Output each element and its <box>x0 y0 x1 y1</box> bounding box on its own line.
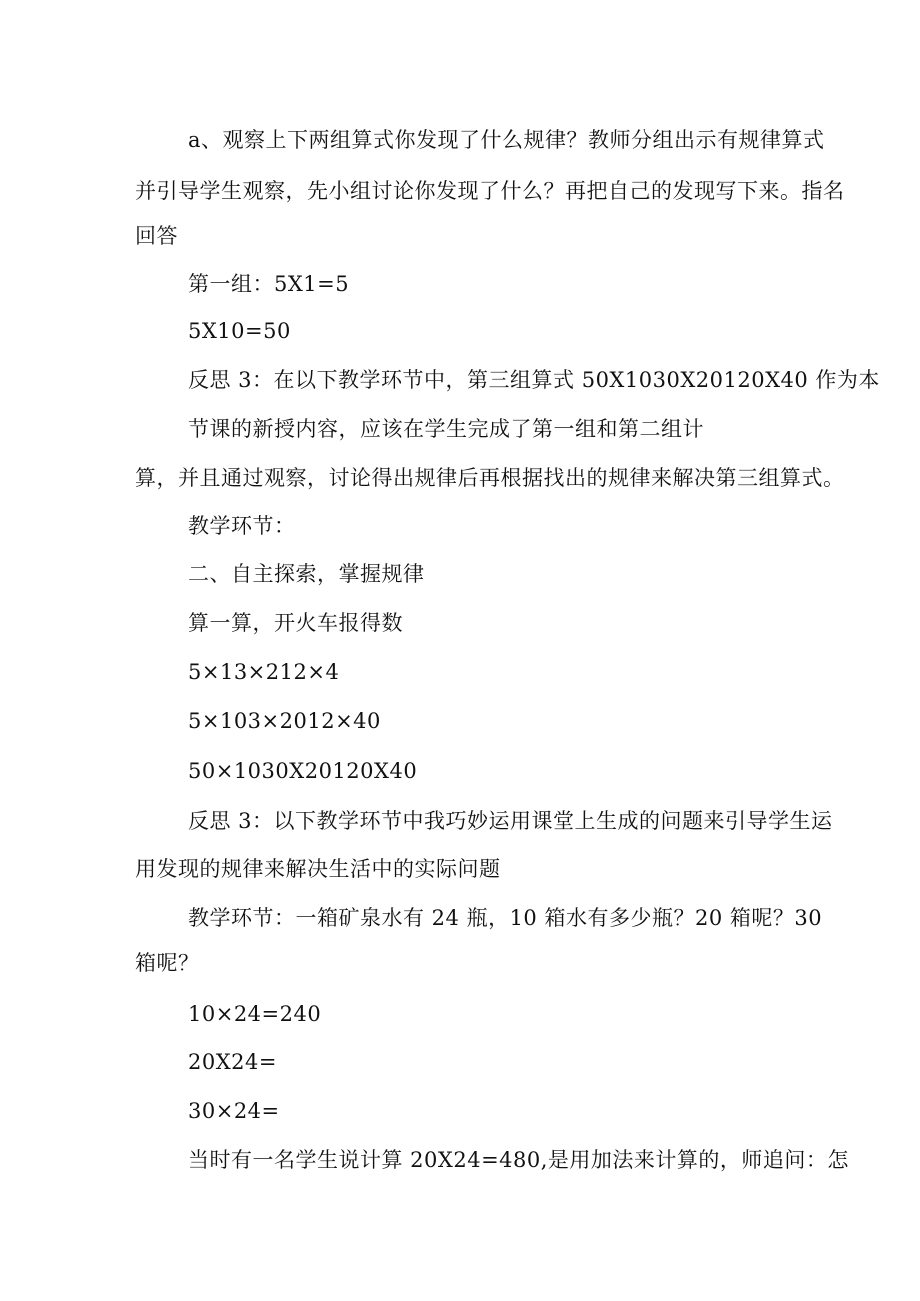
paragraph-line: 5×13×212×4 <box>188 660 340 684</box>
paragraph-line: 教学环节： <box>188 514 296 538</box>
paragraph-line: 反思 3：在以下教学环节中，第三组算式 50X1030X20120X40 作为本 <box>188 368 880 392</box>
paragraph-line: 教学环节：一箱矿泉水有 24 瓶，10 箱水有多少瓶？20 箱呢？30 <box>188 906 823 930</box>
paragraph-line: 5X10=50 <box>188 319 291 343</box>
paragraph-line: 箱呢？ <box>135 951 200 975</box>
paragraph-line: 50×1030X20120X40 <box>188 759 418 783</box>
paragraph-line: 反思 3：以下教学环节中我巧妙运用课堂上生成的问题来引导学生运 <box>188 809 833 833</box>
paragraph-line: 30×24= <box>188 1099 280 1123</box>
paragraph-line: 二、自主探索，掌握规律 <box>188 562 425 586</box>
paragraph-line: 节课的新授内容，应该在学生完成了第一组和第二组计 <box>188 417 704 441</box>
paragraph-line: 10×24=240 <box>188 1002 322 1026</box>
paragraph-line: 回答 <box>135 224 178 248</box>
paragraph-line: a、观察上下两组算式你发现了什么规律？教师分组出示有规律算式 <box>188 128 825 152</box>
paragraph-line: 当时有一名学生说计算 20X24=480,是用加法来计算的，师追问：怎 <box>188 1148 849 1172</box>
paragraph-line: 用发现的规律来解决生活中的实际问题 <box>135 857 501 881</box>
paragraph-line: 20X24= <box>188 1050 277 1074</box>
paragraph-line: 算，并且通过观察，讨论得出规律后再根据找出的规律来解决第三组算式。 <box>135 466 845 490</box>
paragraph-line: 第一组：5X1=5 <box>188 272 350 296</box>
paragraph-line: 算一算，开火车报得数 <box>188 611 403 635</box>
paragraph-line: 5×103×2012×40 <box>188 709 381 733</box>
paragraph-line: 并引导学生观察，先小组讨论你发现了什么？再把自己的发现写下来。指名 <box>135 179 845 203</box>
